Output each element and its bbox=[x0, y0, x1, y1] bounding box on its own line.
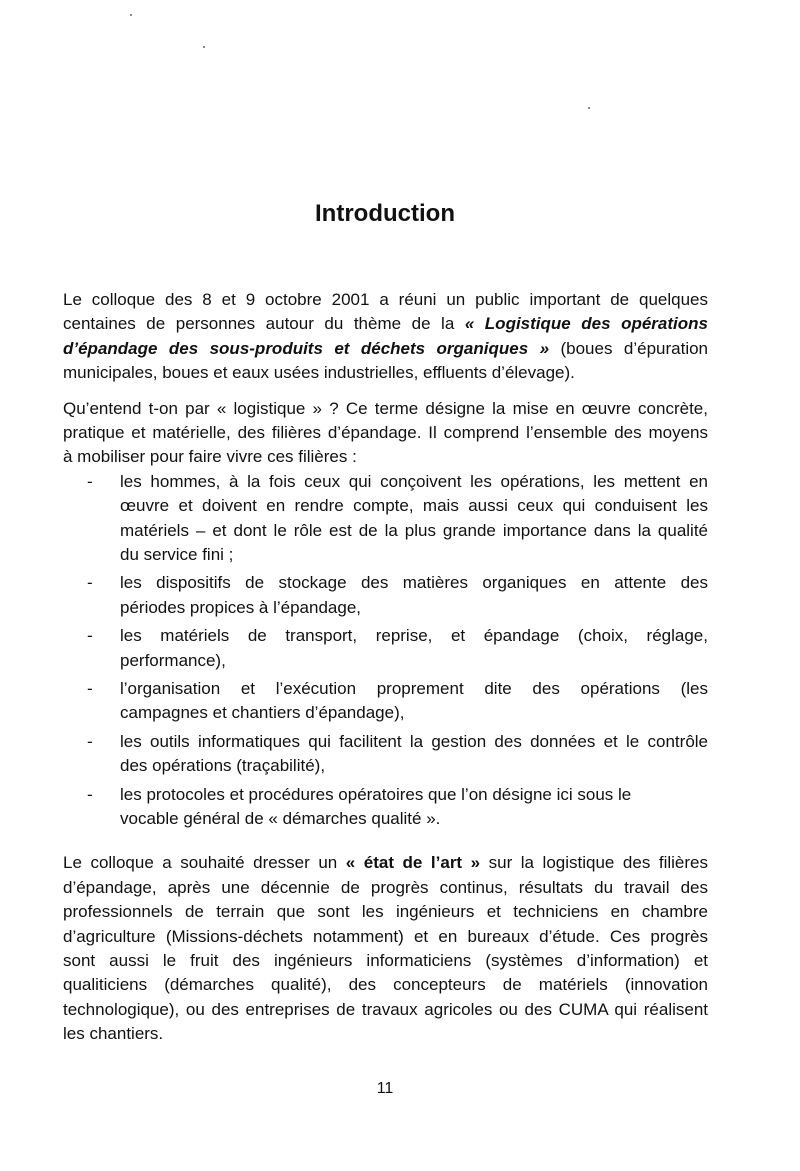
text-line: les outils informatiques qui facilitent la gestion des données et le contrôle bbox=[120, 731, 708, 751]
bullet-dash: - bbox=[87, 678, 93, 698]
text-line: matériels – et dont le rôle est de la plus grande importance dans la qualité bbox=[120, 520, 708, 540]
text-segment: Qu’entend t-on par « logistique » ? Ce terme désigne la mise en œuvre concrète, bbox=[63, 398, 708, 418]
text-line bbox=[63, 925, 708, 949]
emphasized-text: « Logistique des opérations bbox=[464, 314, 708, 334]
emphasized-text: « état de l’art » bbox=[345, 853, 481, 873]
text-line: des opérations (traçabilité), bbox=[120, 756, 326, 776]
bullet-dash: - bbox=[87, 573, 93, 593]
bullet-dash: - bbox=[87, 471, 93, 491]
bullet-dash: - bbox=[87, 626, 93, 646]
text-line: performance), bbox=[120, 650, 226, 670]
scan-speck bbox=[588, 107, 590, 109]
text-segment: centaines de personnes autour du thème de la bbox=[63, 314, 465, 334]
text-line bbox=[63, 851, 708, 875]
text-segment: Le colloque a souhaité dresser un bbox=[63, 853, 346, 873]
paragraph-etat-de-l-art bbox=[63, 851, 708, 1046]
text-segment: (boues d’épuration bbox=[549, 338, 709, 358]
text-line: vocable général de « démarches qualité ». bbox=[120, 808, 441, 828]
text-line: les matériels de transport, reprise, et épandage (choix, réglage, bbox=[120, 626, 708, 646]
text-line bbox=[63, 337, 708, 361]
text-segment: à mobiliser pour faire vivre ces filières : bbox=[63, 447, 357, 467]
text-segment: d’agriculture (Missions-déchets notamment) et en bureaux d’étude. Ces progrès bbox=[63, 926, 708, 946]
list-item bbox=[63, 571, 708, 620]
text-line bbox=[63, 312, 708, 336]
page-title: Introduction bbox=[315, 200, 455, 227]
scan-speck bbox=[130, 14, 132, 16]
list-item bbox=[63, 783, 708, 832]
text-segment: Le colloque des 8 et 9 octobre 2001 a réuni un public important de quelques bbox=[63, 290, 708, 309]
text-line bbox=[63, 1022, 708, 1046]
text-segment: sur la logistique des filières bbox=[480, 853, 708, 873]
emphasized-text: d’épandage des sous-produits et déchets organiques » bbox=[63, 338, 550, 358]
list-item bbox=[63, 624, 708, 673]
text-line bbox=[63, 288, 708, 312]
text-segment: technologique), ou des entreprises de travaux agricoles ou des CUMA qui réalisent bbox=[63, 999, 708, 1019]
text-line bbox=[63, 445, 708, 469]
text-line: les hommes, à la fois ceux qui conçoivent les opérations, les mettent en bbox=[120, 471, 708, 491]
text-line bbox=[63, 998, 708, 1022]
text-line bbox=[63, 973, 708, 997]
text-segment: d’épandage, après une décennie de progrès continus, résultats du travail des bbox=[63, 877, 708, 897]
paragraph-logistique bbox=[63, 397, 708, 470]
text-line bbox=[63, 876, 708, 900]
text-line bbox=[63, 900, 708, 924]
text-segment: pratique et matérielle, des filières d’épandage. Il comprend l’ensemble des moyens bbox=[63, 423, 708, 443]
text-line: les protocoles et procédures opératoires que l’on désigne ici sous le bbox=[120, 784, 632, 804]
page-body bbox=[63, 288, 708, 1047]
scan-speck bbox=[203, 46, 205, 48]
paragraph-intro bbox=[63, 288, 708, 386]
text-line: l’organisation et l’exécution proprement dite des opérations (les bbox=[120, 678, 708, 698]
list-item bbox=[63, 470, 708, 568]
bullet-dash: - bbox=[87, 731, 93, 751]
text-line bbox=[63, 397, 708, 421]
text-segment: municipales, boues et eaux usées industrielles, effluents d’élevage). bbox=[63, 363, 575, 383]
page-number: 11 bbox=[376, 1080, 394, 1097]
list-item bbox=[63, 730, 708, 779]
text-segment: qualiticiens (démarches qualité), des concepteurs de matériels (innovation bbox=[63, 975, 708, 995]
text-line: les dispositifs de stockage des matières organiques en attente des bbox=[120, 573, 708, 593]
means-list bbox=[63, 470, 708, 831]
text-line: périodes propices à l’épandage, bbox=[120, 597, 362, 617]
text-line: campagnes et chantiers d’épandage), bbox=[120, 703, 405, 723]
text-segment: les chantiers. bbox=[63, 1024, 164, 1044]
text-line bbox=[63, 949, 708, 973]
text-line bbox=[63, 361, 708, 385]
text-segment: sont aussi le fruit des ingénieurs informaticiens (systèmes d’information) et bbox=[63, 950, 708, 970]
text-line: œuvre et doivent en rendre compte, mais aussi ceux qui conduisent les bbox=[120, 496, 708, 516]
list-item bbox=[63, 677, 708, 726]
bullet-dash: - bbox=[87, 784, 93, 804]
text-line bbox=[63, 421, 708, 445]
text-segment: professionnels de terrain que sont les ingénieurs et techniciens en chambre bbox=[63, 902, 708, 922]
text-line: du service fini ; bbox=[120, 545, 234, 565]
